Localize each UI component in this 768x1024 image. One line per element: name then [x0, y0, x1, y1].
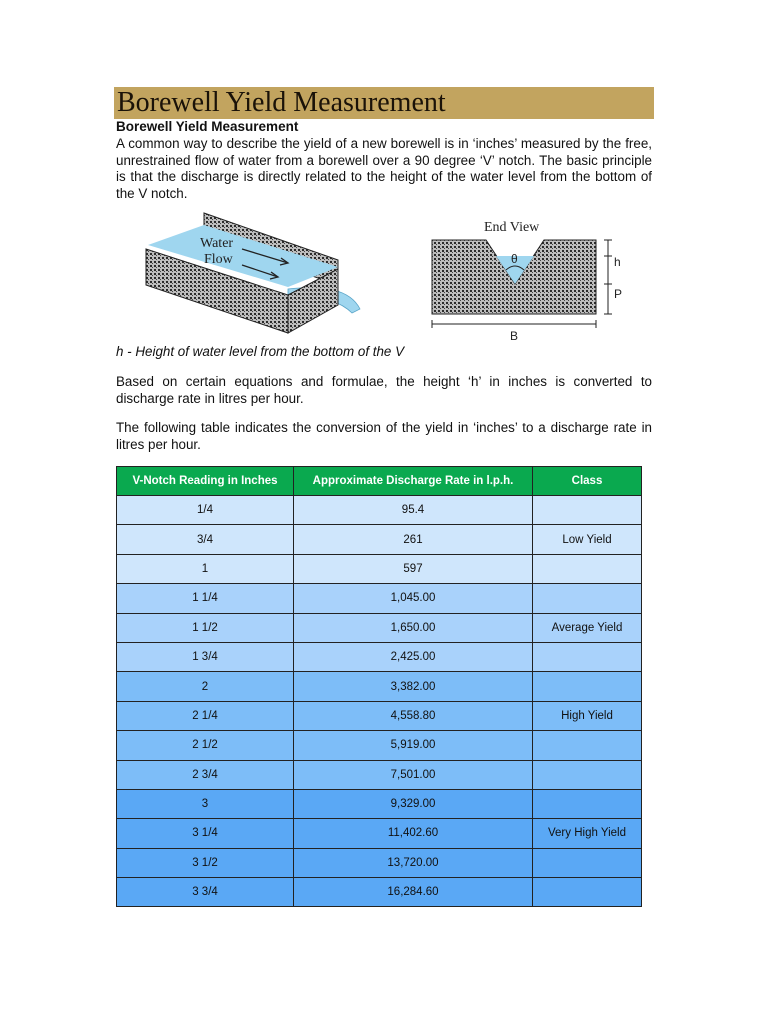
h-label: h — [614, 255, 621, 269]
table-cell: 2 1/2 — [117, 731, 294, 760]
table-cell: 1 1/4 — [117, 584, 294, 613]
v-notch-channel-diagram — [138, 205, 368, 337]
table-cell: 2 1/4 — [117, 701, 294, 730]
table-cell — [533, 584, 642, 613]
table-row — [117, 760, 642, 789]
table-cell — [533, 642, 642, 671]
table-cell: 3 3/4 — [117, 878, 294, 907]
v-notch-end-view — [426, 214, 638, 342]
table-row — [117, 672, 642, 701]
table-row — [117, 878, 642, 907]
diagram-caption: h - Height of water level from the bottom of the V — [116, 344, 405, 359]
header-class: Class — [533, 467, 642, 496]
table-cell — [533, 878, 642, 907]
flow-label: Flow — [204, 252, 233, 267]
table-cell: 5,919.00 — [294, 731, 533, 760]
table-cell: 1 — [117, 554, 294, 583]
table-cell: 3,382.00 — [294, 672, 533, 701]
table-row — [117, 554, 642, 583]
table-cell — [533, 760, 642, 789]
table-cell: 3 — [117, 789, 294, 818]
title-banner — [114, 87, 654, 119]
end-view-title: End View — [484, 220, 540, 235]
table-cell: 11,402.60 — [294, 819, 533, 848]
table-cell: Low Yield — [533, 525, 642, 554]
table-row — [117, 613, 642, 642]
section-subtitle: Borewell Yield Measurement — [116, 119, 299, 134]
table-row — [117, 848, 642, 877]
header-vnotch: V-Notch Reading in Inches — [117, 467, 294, 496]
table-cell — [533, 554, 642, 583]
p-label: P — [614, 287, 623, 301]
table-cell: 1 3/4 — [117, 642, 294, 671]
table-cell — [533, 672, 642, 701]
table-cell: 3/4 — [117, 525, 294, 554]
table-cell — [533, 496, 642, 525]
table-cell: 1/4 — [117, 496, 294, 525]
table-cell: 261 — [294, 525, 533, 554]
intro-paragraph: A common way to describe the yield of a new borewell is in ‘inches’ measured by the free, unrestrained flow of water from a borewell over a 90 degree ‘V’ notch. The basic principle is that the discharge is directly related to the height of the water level from the bottom of the V notch. — [116, 136, 652, 201]
body-paragraph-2: Based on certain equations and formulae, the height ‘h’ in inches is converted to discharge rate in litres per hour. — [116, 374, 652, 406]
b-label: B — [510, 329, 519, 342]
table-cell: Very High Yield — [533, 819, 642, 848]
table-header-row — [117, 467, 642, 496]
table-row — [117, 731, 642, 760]
table-cell: 4,558.80 — [294, 701, 533, 730]
table-cell: 2,425.00 — [294, 642, 533, 671]
table-cell: 13,720.00 — [294, 848, 533, 877]
table-cell: 2 — [117, 672, 294, 701]
table-cell: 3 1/4 — [117, 819, 294, 848]
table-row — [117, 789, 642, 818]
table-row — [117, 701, 642, 730]
table-cell: 597 — [294, 554, 533, 583]
table-cell — [533, 789, 642, 818]
table-cell: 1 1/2 — [117, 613, 294, 642]
body-paragraph-3: The following table indicates the conversion of the yield in ‘inches’ to a discharge rate in litres per hour. — [116, 420, 652, 452]
table-row — [117, 496, 642, 525]
table-cell: High Yield — [533, 701, 642, 730]
header-discharge: Approximate Discharge Rate in l.p.h. — [294, 467, 533, 496]
table-row — [117, 584, 642, 613]
table-cell: 7,501.00 — [294, 760, 533, 789]
table-cell — [533, 848, 642, 877]
water-label: Water — [200, 236, 234, 251]
table-row — [117, 819, 642, 848]
table-cell: 9,329.00 — [294, 789, 533, 818]
table-cell: 95.4 — [294, 496, 533, 525]
yield-table — [116, 466, 642, 907]
table-cell: 1,650.00 — [294, 613, 533, 642]
theta-label: θ — [511, 252, 518, 266]
table-cell: 1,045.00 — [294, 584, 533, 613]
page-title: Borewell Yield Measurement — [117, 87, 446, 118]
table-cell: 16,284.60 — [294, 878, 533, 907]
table-cell — [533, 731, 642, 760]
table-row — [117, 642, 642, 671]
table-row — [117, 525, 642, 554]
table-cell: Average Yield — [533, 613, 642, 642]
table-cell: 2 3/4 — [117, 760, 294, 789]
table-cell: 3 1/2 — [117, 848, 294, 877]
